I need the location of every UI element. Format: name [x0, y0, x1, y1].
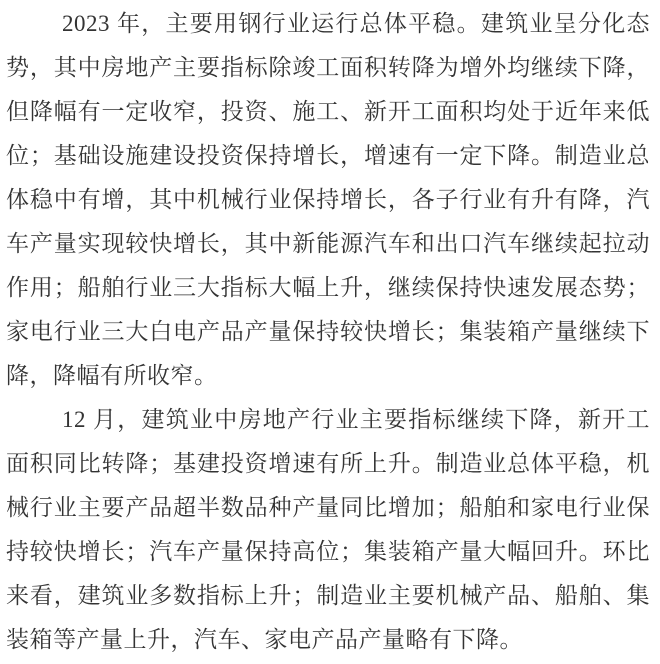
text-line: 位；基础设施建设投资保持增长，增速有一定下降。制造业总	[6, 143, 650, 168]
text-line: 家电行业三大白电产品产量保持较快增长；集装箱产量继续下	[6, 319, 650, 344]
text-line: 2023 年，主要用钢行业运行总体平稳。建筑业呈分化态	[62, 11, 650, 36]
text-line: 械行业主要产品超半数品种产量同比增加；船舶和家电行业保	[6, 495, 650, 520]
text-line: 面积同比转降；基建投资增速有所上升。制造业总体平稳，机	[6, 451, 650, 476]
paragraph-2023-overview	[6, 2, 650, 398]
text-line: 体稳中有增，其中机械行业保持增长，各子行业有升有降，汽	[6, 187, 650, 212]
text-line: 持较快增长；汽车产量保持高位；集装箱产量大幅回升。环比	[6, 539, 650, 564]
text-line: 来看，建筑业多数指标上升；制造业主要机械产品、船舶、集	[6, 583, 650, 608]
text-line: 装箱等产量上升，汽车、家电产品产量略有下降。	[6, 627, 523, 652]
text-line: 作用；船舶行业三大指标大幅上升，继续保持快速发展态势；	[6, 275, 650, 300]
text-line: 降，降幅有所收窄。	[6, 363, 218, 388]
text-line: 势，其中房地产主要指标除竣工面积转降为增外均继续下降，	[6, 55, 650, 80]
text-line: 但降幅有一定收窄，投资、施工、新开工面积均处于近年来低	[6, 99, 650, 124]
text-line: 12 月，建筑业中房地产行业主要指标继续下降，新开工	[62, 407, 650, 432]
text-line: 车产量实现较快增长，其中新能源汽车和出口汽车继续起拉动	[6, 231, 650, 256]
paragraph-december-update	[6, 398, 650, 662]
